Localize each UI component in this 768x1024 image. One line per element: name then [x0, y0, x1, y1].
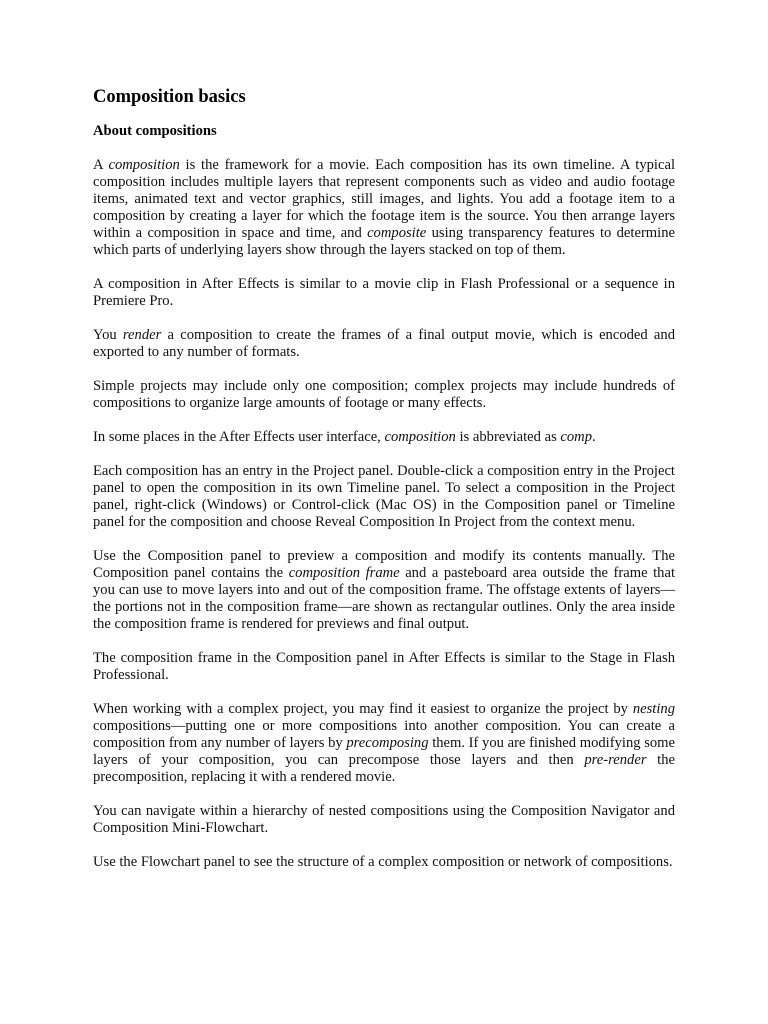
italic-term: comp [560, 429, 593, 445]
body-paragraph [93, 548, 675, 633]
paragraph-text: using transparency features to determine which parts of underlying layers show through the layers stacked on top of them. [93, 225, 675, 258]
paragraph-text: You [93, 327, 123, 343]
italic-term: nesting [632, 701, 675, 717]
document-page [93, 86, 675, 888]
body-paragraph [93, 327, 675, 361]
italic-term: render [122, 327, 162, 343]
body-paragraph [93, 378, 675, 412]
italic-term: composition frame [288, 565, 400, 581]
paragraph-text: Use the Flowchart panel to see the structure of a complex composition or network of compositions. [93, 854, 673, 870]
paragraph-text: When working with a complex project, you may find it easiest to organize the project by [93, 701, 633, 717]
body-paragraph [93, 854, 675, 871]
document-title: Composition basics [93, 87, 246, 107]
paragraph-text: the precomposition, replacing it with a rendered movie. [93, 752, 675, 785]
section-heading: About compositions [93, 123, 217, 139]
paragraph-text: The composition frame in the Composition panel in After Effects is similar to the Stage in Flash Professional. [93, 650, 675, 683]
paragraph-text: You can navigate within a hierarchy of nested compositions using the Composition Navigator and Composition Mini-Flowchart. [93, 803, 675, 836]
italic-term: composition [384, 429, 456, 445]
paragraph-text: is the framework for a movie. Each composition has its own timeline. A typical composition includes multiple layers that represent components such as video and audio footage items, animated text and vector graphics, still images, and lights. You add a footage item to a composition by creating a layer for which the footage item is the source. You then arrange layers within a composition in space and time, and [93, 157, 675, 241]
paragraph-text: Each composition has an entry in the Project panel. Double-click a composition entry in the Project panel to open the composition in its own Timeline panel. To select a composition in the Project panel, right-click (Windows) or Control-click (Mac OS) in the Composition panel or Timeline panel for the composition and choose Reveal Composition In Project from the context menu. [93, 463, 675, 530]
italic-term: composition [108, 157, 180, 173]
document-body [93, 157, 675, 871]
body-paragraph [93, 157, 675, 259]
paragraph-text: . [592, 429, 596, 445]
paragraph-text: and a pasteboard area outside the frame that you can use to move layers into and out of the composition frame. The offstage extents of layers—the portions not in the composition frame—are shown as rectangular outlines. Only the area inside the composition frame is rendered for previews and final output. [93, 565, 675, 632]
paragraph-text: In some places in the After Effects user interface, [93, 429, 385, 445]
body-paragraph [93, 803, 675, 837]
paragraph-text: Use the Composition panel to preview a composition and modify its contents manually. The Composition panel contains the [93, 548, 675, 581]
paragraph-text: A [93, 157, 109, 173]
italic-term: pre-render [584, 752, 647, 768]
paragraph-text: a composition to create the frames of a final output movie, which is encoded and exported to any number of formats. [93, 327, 675, 360]
paragraph-text: them. If you are finished modifying some layers of your composition, you can precompose those layers and then [93, 735, 676, 768]
italic-term: composite [367, 225, 427, 241]
body-paragraph [93, 650, 675, 684]
body-paragraph [93, 701, 675, 786]
paragraph-text: Simple projects may include only one composition; complex projects may include hundreds of compositions to organize large amounts of footage or many effects. [93, 378, 675, 411]
paragraph-text: is abbreviated as [455, 429, 561, 445]
paragraph-text: A composition in After Effects is similar to a movie clip in Flash Professional or a sequence in Premiere Pro. [93, 276, 675, 309]
body-paragraph [93, 276, 675, 310]
body-paragraph [93, 463, 675, 531]
body-paragraph [93, 429, 675, 446]
paragraph-text: compositions—putting one or more compositions into another composition. You can create a composition from any number of layers by [93, 718, 675, 751]
italic-term: precomposing [346, 735, 429, 751]
